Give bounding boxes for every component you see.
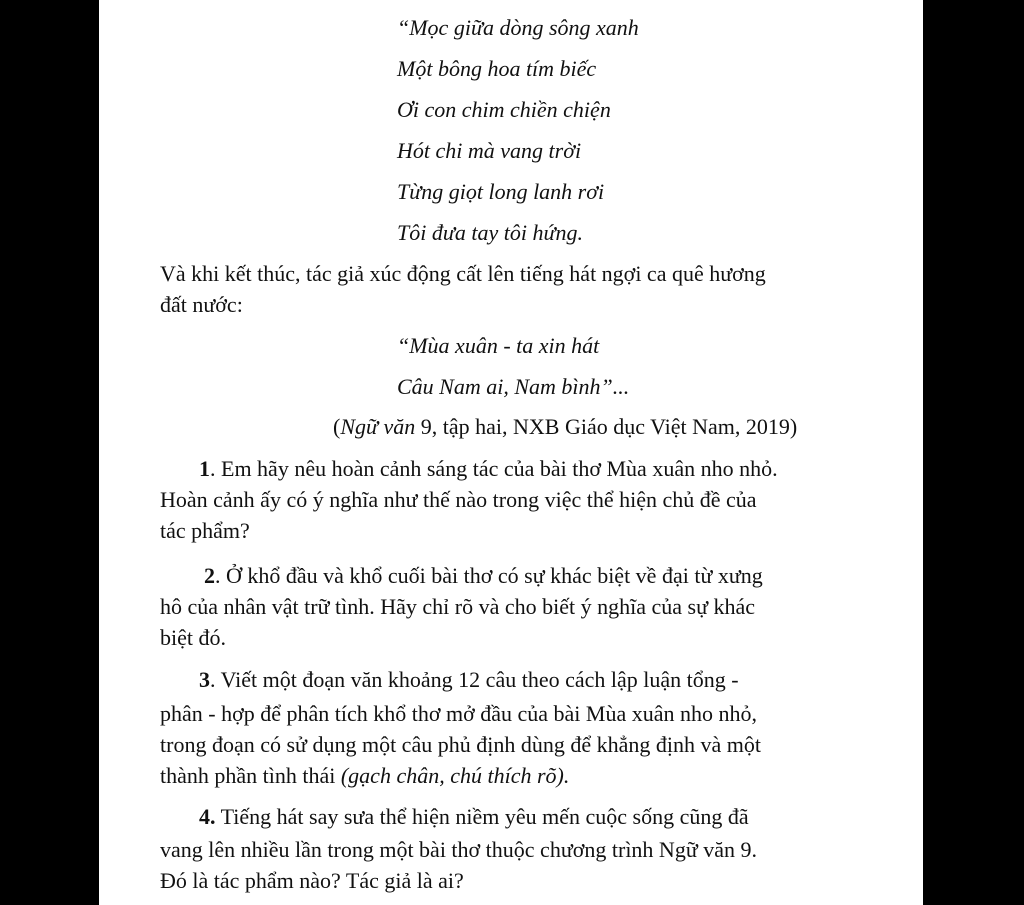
source-citation: (Ngữ văn 9, tập hai, NXB Giáo dục Việt Nam, 2019) [333, 414, 798, 439]
question-1: 1. Em hãy nêu hoàn cảnh sáng tác của bài thơ Mùa xuân nho nhỏ. [199, 456, 778, 481]
question-3: 3. Viết một đoạn văn khoảng 12 câu theo cách lập luận tổng - [199, 667, 739, 692]
poem-line: Tôi đưa tay tôi hứng. [397, 220, 583, 245]
question-1-line: tác phẩm? [160, 518, 250, 543]
poem-line: Từng giọt long lanh rơi [397, 179, 605, 204]
question-2-line: hô của nhân vật trữ tình. Hãy chỉ rõ và cho biết ý nghĩa của sự khác [160, 594, 756, 619]
question-4-line: Đó là tác phẩm nào? Tác giả là ai? [160, 868, 464, 893]
poem-line: “Mùa xuân - ta xin hát [397, 333, 600, 358]
document-page [99, 0, 923, 905]
question-number: 4. [199, 804, 216, 829]
poem-line: Hót chi mà vang trời [397, 138, 582, 163]
question-number: 3 [199, 667, 210, 692]
question-4-line: vang lên nhiều lần trong một bài thơ thuộc chương trình Ngữ văn 9. [160, 837, 758, 862]
intro-line: Và khi kết thúc, tác giả xúc động cất lên tiếng hát ngợi ca quê hương [160, 261, 766, 286]
question-2: 2. Ở khổ đầu và khổ cuối bài thơ có sự khác biệt về đại từ xưng [204, 563, 763, 588]
question-4: 4. Tiếng hát say sưa thể hiện niềm yêu mến cuộc sống cũng đã [199, 804, 749, 829]
question-number: 2 [204, 563, 215, 588]
question-3-line: phân - hợp để phân tích khổ thơ mở đầu của bài Mùa xuân nho nhỏ, [160, 701, 757, 726]
poem-line: Câu Nam ai, Nam bình”... [397, 374, 630, 399]
poem-line: Một bông hoa tím biếc [397, 56, 597, 81]
question-3-note: (gạch chân, chú thích rõ). [340, 763, 570, 788]
question-3-line: trong đoạn có sử dụng một câu phủ định dùng để khẳng định và một [160, 732, 761, 757]
question-2-line: biệt đó. [160, 625, 226, 650]
question-1-line: Hoàn cảnh ấy có ý nghĩa như thế nào trong việc thể hiện chủ đề của [160, 487, 757, 512]
poem-line: Ơi con chim chiền chiện [397, 97, 611, 122]
intro-line: đất nước: [160, 292, 243, 317]
poem-line: “Mọc giữa dòng sông xanh [397, 15, 639, 40]
question-number: 1 [199, 456, 210, 481]
question-3-line: thành phần tình thái (gạch chân, chú thích rõ). [160, 763, 570, 788]
